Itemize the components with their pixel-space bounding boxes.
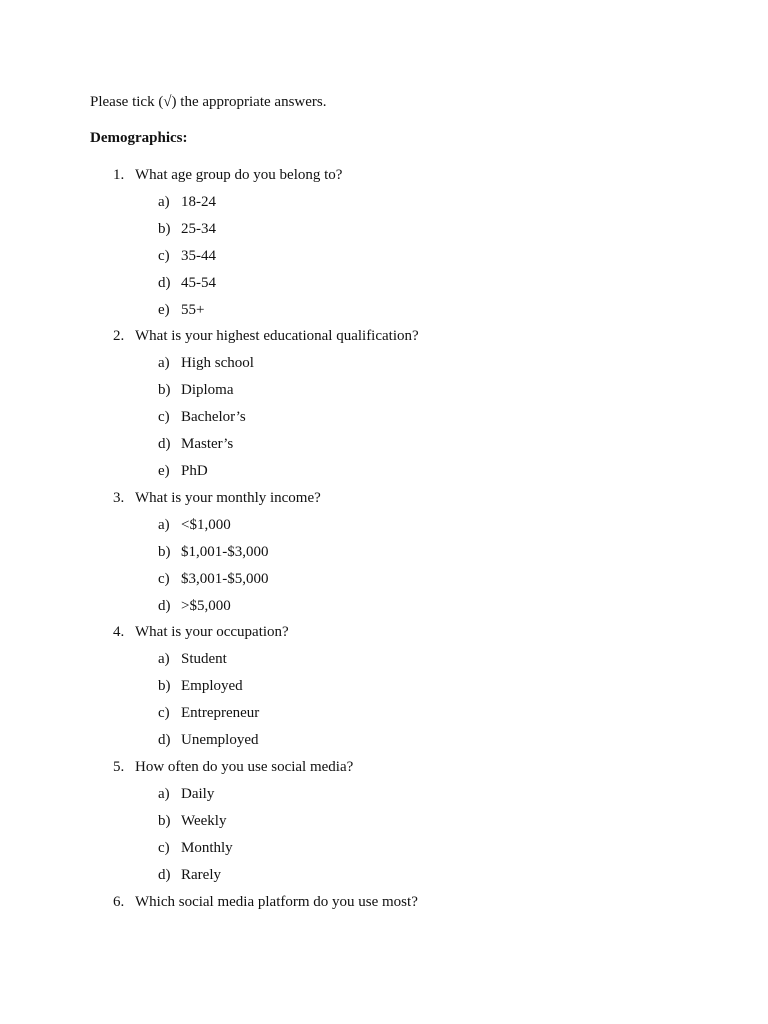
option-letter: b) (158, 543, 171, 560)
question-number: 4. (113, 624, 125, 641)
option-letter: b) (158, 382, 171, 399)
question-item (0, 489, 768, 516)
answer-option[interactable] (0, 381, 768, 408)
answer-option[interactable] (0, 812, 768, 839)
option-text: 25-34 (181, 220, 216, 237)
option-text: Entrepreneur (181, 705, 260, 722)
answer-option[interactable] (0, 408, 768, 435)
answer-option[interactable] (0, 650, 768, 677)
option-letter: b) (158, 678, 171, 695)
answer-option[interactable] (0, 462, 768, 489)
option-text: 45-54 (181, 274, 216, 291)
option-letter: b) (158, 812, 171, 829)
answer-option[interactable] (0, 597, 768, 624)
option-text: Master’s (181, 436, 234, 453)
answer-option[interactable] (0, 677, 768, 704)
option-text: Employed (181, 678, 243, 695)
option-text: Bachelor’s (181, 409, 246, 426)
answer-option[interactable] (0, 516, 768, 543)
option-letter: d) (158, 732, 171, 749)
option-text: Diploma (181, 382, 234, 399)
answer-option[interactable] (0, 193, 768, 220)
option-letter: d) (158, 866, 171, 883)
question-text: What is your occupation? (135, 624, 289, 641)
answer-option[interactable] (0, 839, 768, 866)
answer-option[interactable] (0, 247, 768, 274)
answer-option[interactable] (0, 220, 768, 247)
question-item (0, 166, 768, 193)
answer-option[interactable] (0, 301, 768, 328)
answer-option[interactable] (0, 543, 768, 570)
option-text: >$5,000 (181, 597, 231, 614)
question-item (0, 327, 768, 354)
option-text: High school (181, 355, 254, 372)
question-text: What age group do you belong to? (135, 167, 343, 183)
option-text: $3,001-$5,000 (181, 570, 269, 587)
option-letter: e) (158, 463, 170, 480)
option-letter: e) (158, 301, 170, 318)
option-text: Monthly (181, 839, 233, 856)
question-item (0, 623, 768, 650)
answer-option[interactable] (0, 731, 768, 758)
option-text: Daily (181, 786, 215, 803)
option-letter: c) (158, 570, 170, 587)
question-text: Which social media platform do you use most? (135, 893, 418, 910)
question-number: 5. (113, 759, 125, 776)
option-text: 18-24 (181, 194, 216, 210)
option-text: PhD (181, 463, 208, 480)
question-number: 2. (113, 328, 125, 345)
question-list (0, 166, 768, 920)
question-text: What is your monthly income? (135, 489, 321, 506)
question-text: How often do you use social media? (135, 759, 354, 776)
option-letter: d) (158, 436, 171, 453)
section-heading: Demographics: (90, 130, 188, 146)
option-letter: c) (158, 247, 170, 264)
option-letter: c) (158, 409, 170, 426)
answer-option[interactable] (0, 354, 768, 381)
option-letter: a) (158, 194, 170, 210)
option-text: 35-44 (181, 247, 216, 264)
option-text: 55+ (181, 301, 205, 318)
option-text: Rarely (181, 866, 221, 883)
option-letter: d) (158, 597, 171, 614)
option-letter: c) (158, 705, 170, 722)
instructions-text: Please tick (√) the appropriate answers. (90, 94, 327, 110)
question-item (0, 758, 768, 785)
option-letter: d) (158, 274, 171, 291)
question-text: What is your highest educational qualification? (135, 328, 419, 345)
option-letter: a) (158, 516, 170, 533)
option-letter: c) (158, 839, 170, 856)
option-text: <$1,000 (181, 516, 231, 533)
question-item (0, 893, 768, 920)
answer-option[interactable] (0, 435, 768, 462)
option-letter: a) (158, 786, 170, 803)
option-text: Unemployed (181, 732, 259, 749)
answer-option[interactable] (0, 274, 768, 301)
answer-option[interactable] (0, 866, 768, 893)
option-text: Weekly (181, 812, 227, 829)
question-number: 6. (113, 893, 125, 910)
option-letter: a) (158, 651, 170, 668)
answer-option[interactable] (0, 570, 768, 597)
answer-option[interactable] (0, 785, 768, 812)
question-number: 3. (113, 489, 125, 506)
answer-option[interactable] (0, 704, 768, 731)
question-number: 1. (113, 167, 125, 183)
option-text: $1,001-$3,000 (181, 543, 269, 560)
option-letter: a) (158, 355, 170, 372)
option-text: Student (181, 651, 227, 668)
option-letter: b) (158, 220, 171, 237)
